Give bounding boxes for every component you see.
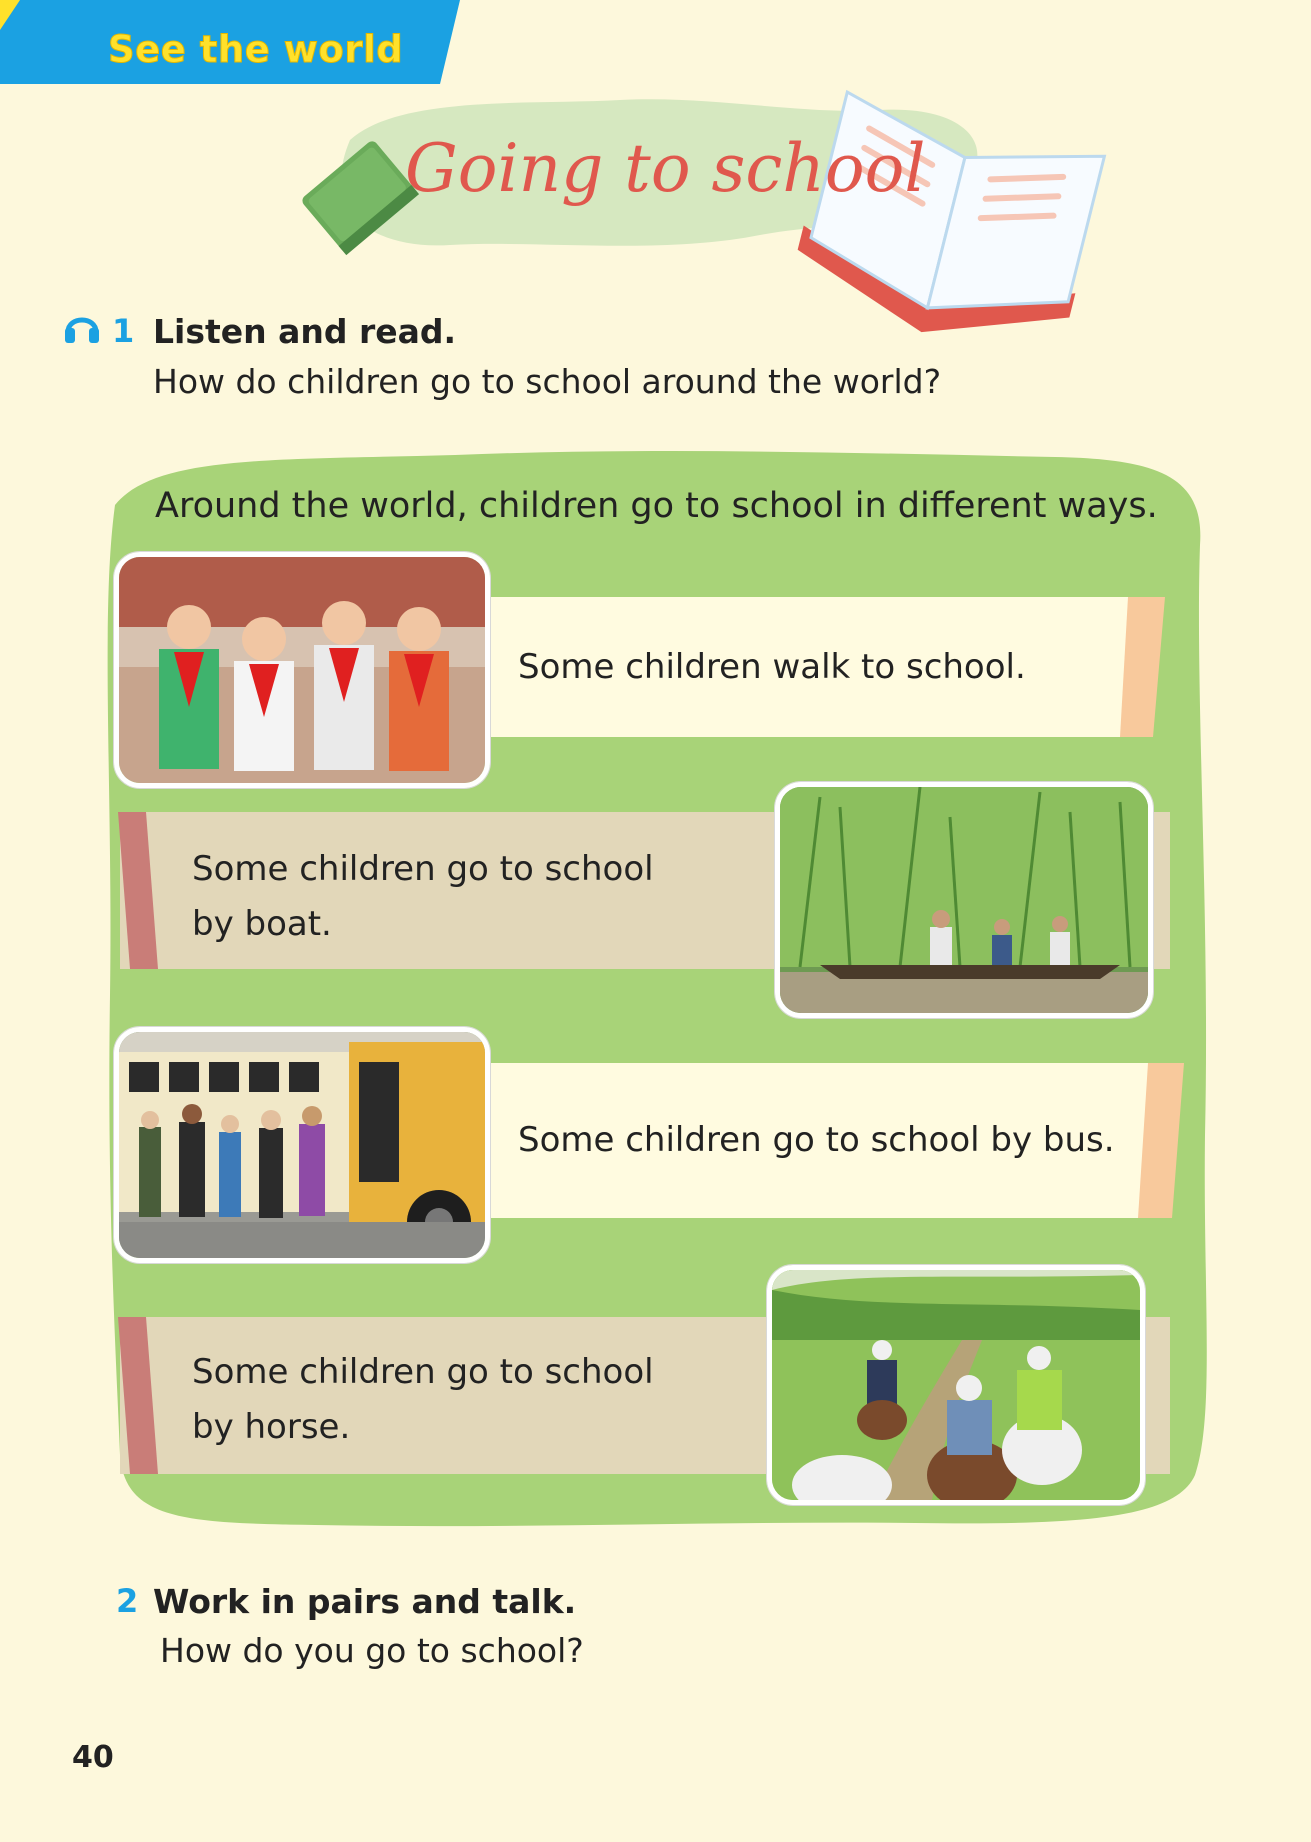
banner-label: See the world (108, 28, 404, 71)
children-walking-photo (114, 552, 490, 788)
strip-3-edge (1138, 1063, 1184, 1218)
exercise-2-question: How do you go to school? (160, 1631, 584, 1670)
exercise-2-number: 2 (116, 1582, 139, 1620)
strip-1-edge (1120, 597, 1165, 737)
reading-text-4-line2: by horse. (192, 1407, 351, 1447)
page-number: 40 (72, 1740, 114, 1775)
reading-text-1: Some children walk to school. (518, 647, 1026, 687)
reading-intro: Around the world, children go to school in different ways. (155, 486, 1158, 526)
page-title: Going to school (405, 130, 926, 207)
reading-text-2-line2: by boat. (192, 904, 332, 944)
reading-text-3: Some children go to school by bus. (518, 1120, 1115, 1160)
strip-4-edge (118, 1317, 160, 1474)
exercise-1-question: How do children go to school around the world? (153, 362, 942, 401)
reading-text-4-line1: Some children go to school (192, 1352, 654, 1392)
reading-text-2-line1: Some children go to school (192, 849, 654, 889)
exercise-1-number: 1 (112, 312, 135, 350)
children-boat-photo (775, 782, 1153, 1018)
exercise-2-title: Work in pairs and talk. (153, 1582, 577, 1621)
children-bus-photo (114, 1027, 490, 1263)
children-horse-photo (767, 1265, 1145, 1505)
headphones-icon[interactable] (62, 306, 102, 346)
exercise-1-title: Listen and read. (153, 312, 457, 351)
strip-2-edge (118, 812, 160, 969)
